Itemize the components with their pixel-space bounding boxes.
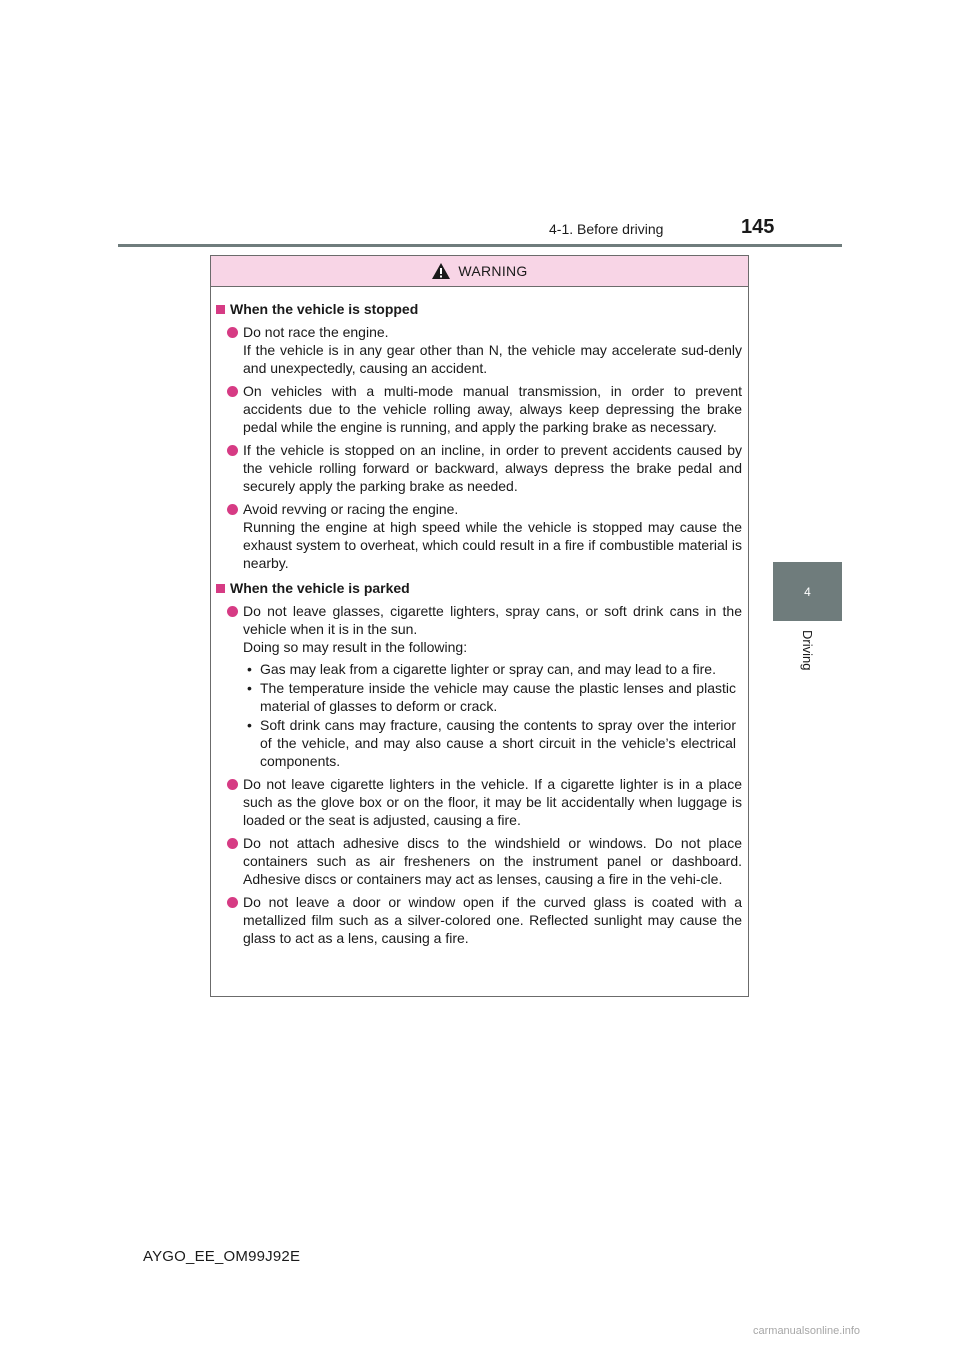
chapter-tab xyxy=(773,562,842,621)
warning-title: WARNING xyxy=(458,263,528,279)
dot-bullet-icon: • xyxy=(247,717,252,733)
dot-bullet-icon: • xyxy=(247,680,252,696)
watermark: carmanualsonline.info xyxy=(753,1325,861,1337)
chapter-label: Driving xyxy=(800,630,815,671)
warning-item xyxy=(216,323,742,377)
circle-bullet-icon xyxy=(227,445,238,456)
circle-bullet-icon xyxy=(227,327,238,338)
sub-item-text: Gas may leak from a cigarette lighter or spray can, and may lead to a fire. xyxy=(260,661,716,677)
warning-section xyxy=(216,300,742,572)
warning-section xyxy=(216,579,742,947)
section-heading-text: When the vehicle is stopped xyxy=(230,301,419,317)
item-text: Do not leave glasses, cigarette lighters, spray cans, or soft drink cans in the vehicle when it is in the sun. xyxy=(243,603,742,637)
item-text: Do not leave a door or window open if the curved glass is coated with a metallized film such as a silver-colored one. Reflected sunlight may cause the glass to act as a lens, causing a fire. xyxy=(243,894,742,946)
sub-list-item xyxy=(243,660,742,678)
circle-bullet-icon xyxy=(227,386,238,397)
item-text: Do not leave cigarette lighters in the vehicle. If a cigarette lighter is in a place such as the glove box or on the floor, it may be lit accidentally when luggage is loaded or the seat is adjusted, causing a fire. xyxy=(243,776,742,828)
warning-icon xyxy=(431,262,451,280)
item-text: Do not attach adhesive discs to the windshield or windows. Do not place containers such as air fresheners on the instrument panel or dashboard. Adhesive discs or containers may act as lenses, causing a fire in the vehi-cle. xyxy=(243,835,742,887)
circle-bullet-icon xyxy=(227,504,238,515)
warning-item xyxy=(216,834,742,888)
circle-bullet-icon xyxy=(227,838,238,849)
item-text: Doing so may result in the following: xyxy=(243,639,468,655)
sub-list-item xyxy=(243,716,742,770)
section-heading xyxy=(216,579,742,597)
item-text: Running the engine at high speed while the vehicle is stopped may cause the exhaust system to overheat, which could result in a fire if combustible material is nearby. xyxy=(243,519,742,571)
warning-header xyxy=(211,256,748,287)
item-text: If the vehicle is in any gear other than N, the vehicle may accelerate sud-denly and unexpectedly, causing an accident. xyxy=(243,342,742,376)
header-divider xyxy=(118,244,842,247)
warning-box xyxy=(210,255,749,997)
warning-item xyxy=(216,602,742,770)
sub-list xyxy=(243,660,742,770)
document-code: AYGO_EE_OM99J92E xyxy=(143,1248,301,1265)
sub-list-item xyxy=(243,679,742,715)
section-heading-text: When the vehicle is parked xyxy=(230,580,410,596)
sub-item-text: Soft drink cans may fracture, causing the contents to spray over the interior of the vehicle, and may also cause a short circuit in the vehicle’s electrical components. xyxy=(260,717,736,769)
warning-item xyxy=(216,382,742,436)
section-title: 4-1. Before driving xyxy=(549,221,664,237)
item-text: On vehicles with a multi-mode manual transmission, in order to prevent accidents due to the vehicle rolling away, always keep depressing the brake pedal while the engine is running, and apply the parking brake as necessary. xyxy=(243,383,742,435)
page-number: 145 xyxy=(741,216,775,238)
square-bullet-icon xyxy=(216,305,225,314)
dot-bullet-icon: • xyxy=(247,661,252,677)
circle-bullet-icon xyxy=(227,606,238,617)
item-text: Avoid revving or racing the engine. xyxy=(243,501,459,517)
warning-item xyxy=(216,500,742,572)
sub-item-text: The temperature inside the vehicle may cause the plastic lenses and plastic material of glasses to deform or crack. xyxy=(260,680,736,714)
circle-bullet-icon xyxy=(227,779,238,790)
warning-item xyxy=(216,775,742,829)
item-text: If the vehicle is stopped on an incline, in order to prevent accidents caused by the vehicle rolling forward or backward, always depress the brake pedal and securely apply the parking brake as needed. xyxy=(243,442,742,494)
circle-bullet-icon xyxy=(227,897,238,908)
warning-item xyxy=(216,441,742,495)
chapter-number: 4 xyxy=(804,584,811,599)
square-bullet-icon xyxy=(216,584,225,593)
warning-body xyxy=(211,287,748,947)
warning-item xyxy=(216,893,742,947)
item-text: Do not race the engine. xyxy=(243,324,389,340)
section-heading xyxy=(216,300,742,318)
